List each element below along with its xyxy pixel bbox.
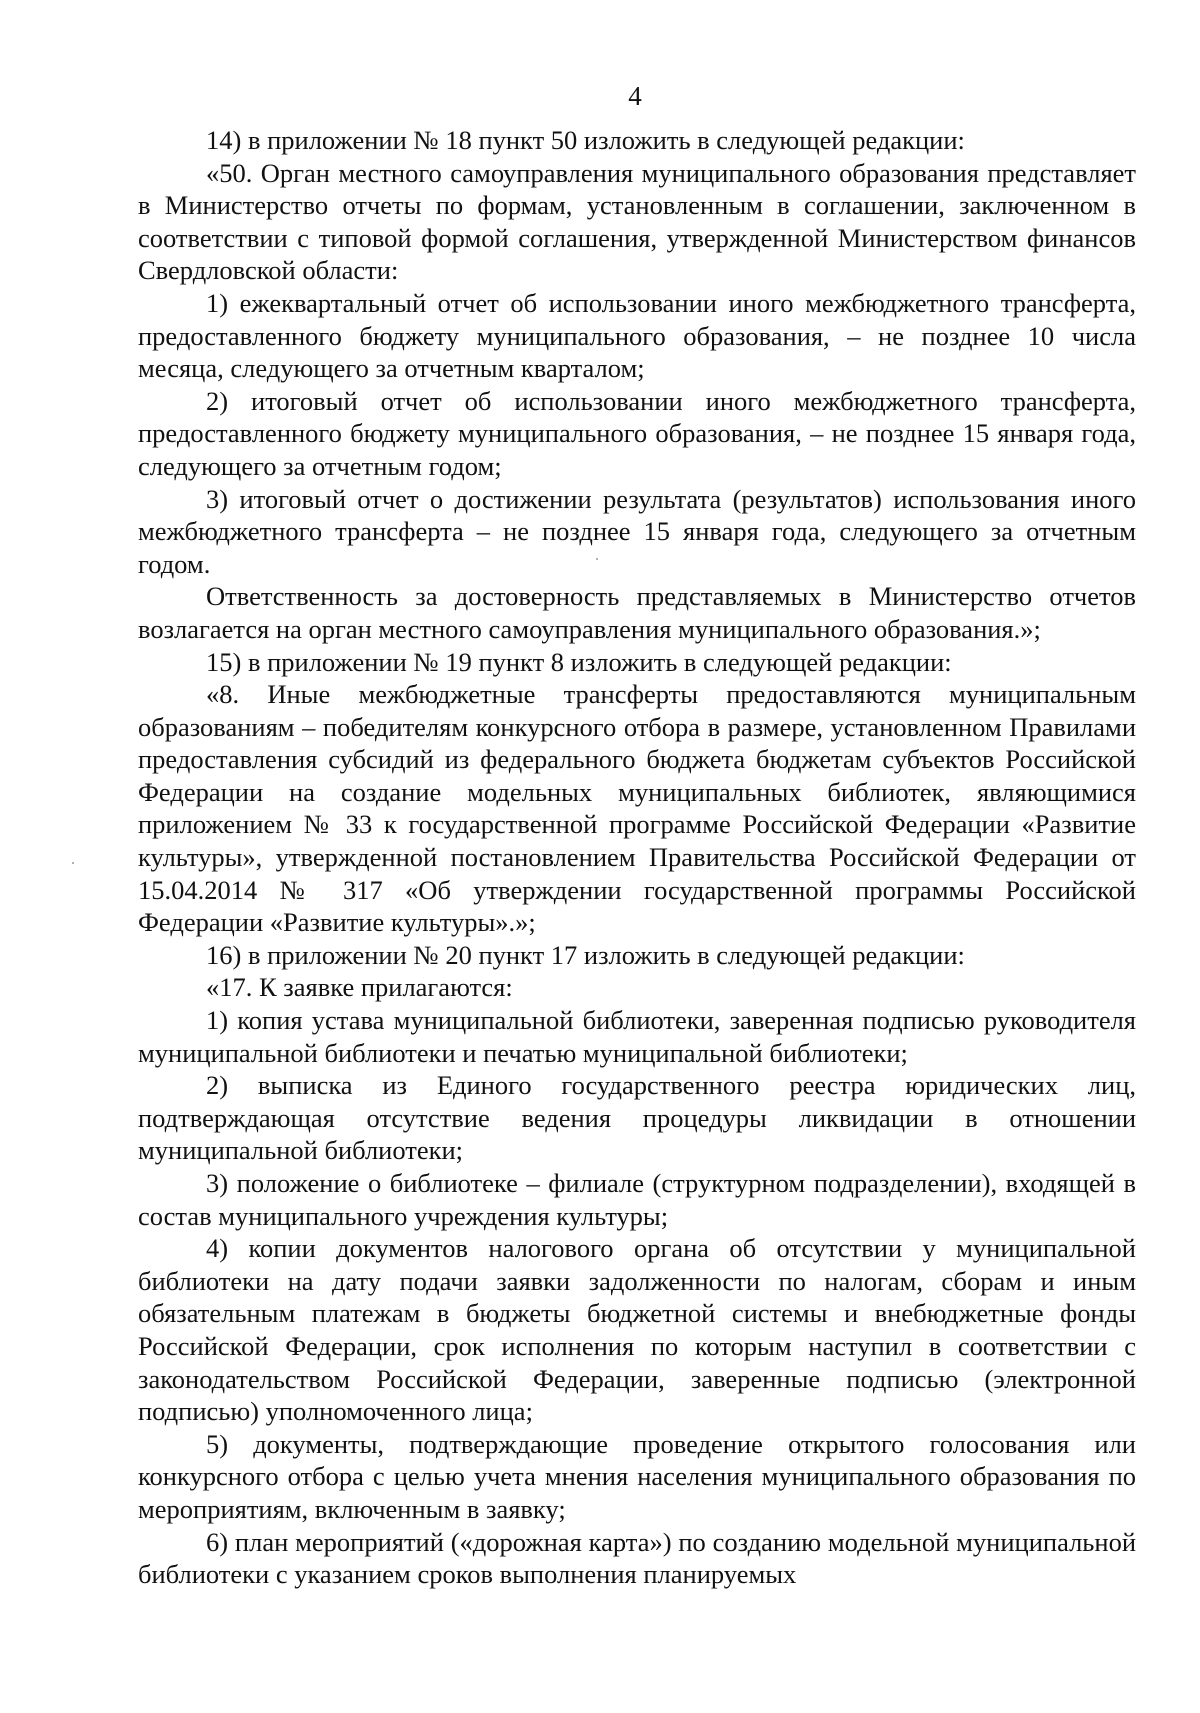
paragraph-item-16: 16) в приложении № 20 пункт 17 изложить в следующей редакции: xyxy=(206,939,965,970)
paragraph-attachment-3: 3) положение о библиотеке – филиале (структурном подразделении), входящей в состав муниципального учреждения культуры; xyxy=(138,1168,1136,1231)
scan-speck xyxy=(72,862,74,864)
paragraph-attachment-5: 5) документы, подтверждающие проведение открытого голосования или конкурсного отбора с целью учета мнения населения муниципального образования по мероприятиям, включенным в заявку; xyxy=(138,1428,1136,1524)
paragraph-item-15: 15) в приложении № 19 пункт 8 изложить в следующей редакции: xyxy=(206,646,952,677)
paragraph-point-17: «17. К заявке прилагаются: xyxy=(206,972,513,1003)
document-body xyxy=(138,124,1136,1591)
paragraph-item-14: 14) в приложении № 18 пункт 50 изложить в следующей редакции: xyxy=(206,125,965,155)
scan-speck xyxy=(596,558,598,560)
paragraph-subitem-2: 2) итоговый отчет об использовании иного межбюджетного трансферта, предоставленного бюджету муниципального образования, – не позднее 15 января года, следующего за отчетным годом; xyxy=(138,385,1136,481)
paragraph-attachment-2: 2) выписка из Единого государственного реестра юридических лиц, подтверждающая отсутствие ведения процедуры ликвидации в отношении муниципальной библиотеки; xyxy=(138,1070,1136,1166)
paragraph-point-8: «8. Иные межбюджетные трансферты предоставляются муниципальным образованиям – победителям конкурсного отбора в размере, установленном Правилами предоставления субсидий из федерального бюджета бюджетам субъектов Российской Федерации на создание модельных муниципальных библиотек, являющимися приложением № 33 к государственной программе Российской Федерации «Развитие культуры», утвержденной постановлением Правительства Российской Федерации от 15.04.2014 № 317 «Об утверждении государственной программы Российской Федерации «Развитие культуры».»; xyxy=(138,679,1136,938)
paragraph-responsibility: Ответственность за достоверность представляемых в Министерство отчетов возлагается на орган местного самоуправления муниципального образования.»; xyxy=(138,581,1136,644)
paragraph-point-50: «50. Орган местного самоуправления муниципального образования представляет в Министерство отчеты по формам, установленным в соглашении, заключенном в соответствии с типовой формой соглашения, утвержденной Министерством финансов Свердловской области: xyxy=(138,157,1136,286)
page-number: 4 xyxy=(628,81,642,111)
paragraph-attachment-1: 1) копия устава муниципальной библиотеки, заверенная подписью руководителя муниципальной библиотеки и печатью муниципальной библиотеки; xyxy=(138,1005,1136,1068)
paragraph-attachment-6: 6) план мероприятий («дорожная карта») по созданию модельной муниципальной библиотеки с указанием сроков выполнения планируемых xyxy=(138,1526,1136,1590)
paragraph-subitem-1: 1) ежеквартальный отчет об использовании иного межбюджетного трансферта, предоставленного бюджету муниципального образования, – не позднее 10 числа месяца, следующего за отчетным кварталом; xyxy=(138,287,1136,384)
paragraph-attachment-4: 4) копии документов налогового органа об отсутствии у муниципальной библиотеки на дату подачи заявки задолженности по налогам, сборам и иным обязательным платежам в бюджеты бюджетной системы и внебюджетные фонды Российской Федерации, срок исполнения по которым наступил в соответствии с законодательством Российской Федерации, заверенные подписью (электронной подписью) уполномоченного лица; xyxy=(138,1233,1136,1427)
paragraph-subitem-3: 3) итоговый отчет о достижении результата (результатов) использования иного межбюджетного трансферта – не позднее 15 января года, следующего за отчетным годом. xyxy=(138,483,1136,579)
